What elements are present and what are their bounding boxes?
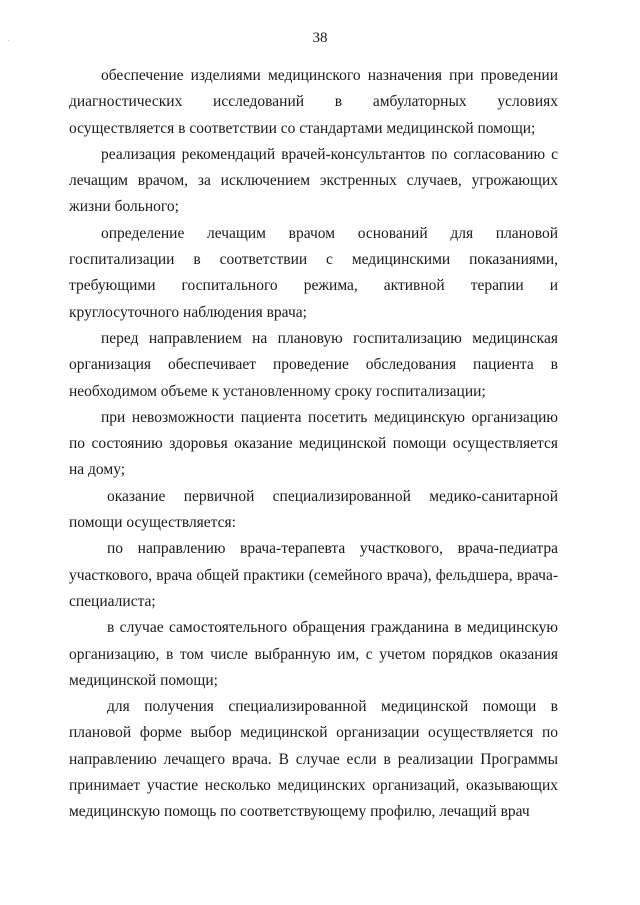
paragraph-specialized-primary-care: оказание первичной специализированной медико-санитарной помощи осуществляется: <box>69 487 558 532</box>
paragraph-consultant-recommendations: реализация рекомендаций врачей-консультантов по согласованию с лечащим врачом, за исключением экстренных случаев, угрожающих жизни больного; <box>69 145 558 216</box>
paragraph-specialized-care-choice: для получения специализированной медицинской помощи в плановой форме выбор медицинской организации осуществляется по направлению лечащего врача. В случае если в реализации Программы принимает участие несколько медицинских организаций, оказывающих медицинскую помощь по соответствующему профилю, лечащий врач <box>69 698 558 821</box>
paragraph-pre-hospitalization-examination: перед направлением на плановую госпитализацию медицинская организация обеспечивает проведение обследования пациента в необходимом объеме к установленному сроку госпитализации; <box>69 329 558 400</box>
page-number: 38 <box>312 30 328 46</box>
paragraph-home-care: при невозможности пациента посетить медицинскую организацию по состоянию здоровья оказание медицинской помощи осуществляется на дому; <box>69 408 558 479</box>
paragraph-self-referral: в случае самостоятельного обращения гражданина в медицинскую организацию, в том числе выбранную им, с учетом порядков оказания медицинской помощи; <box>69 619 558 689</box>
paragraph-planned-hospitalization-grounds: определение лечащим врачом оснований для плановой госпитализации в соответствии с медицинскими показаниями, требующими госпитального режима, активной терапии и круглосуточного наблюдения врача; <box>69 224 558 321</box>
paragraph-referral: по направлению врача-терапевта участкового, врача-педиатра участкового, врача общей практики (семейного врача), фельдшера, врача-специалиста; <box>69 540 558 610</box>
paragraph-medical-products: обеспечение изделиями медицинского назначения при проведении диагностических исследований в амбулаторных условиях осуществляется в соответствии со стандартами медицинской помощи; <box>69 67 558 137</box>
document-body <box>69 63 558 826</box>
